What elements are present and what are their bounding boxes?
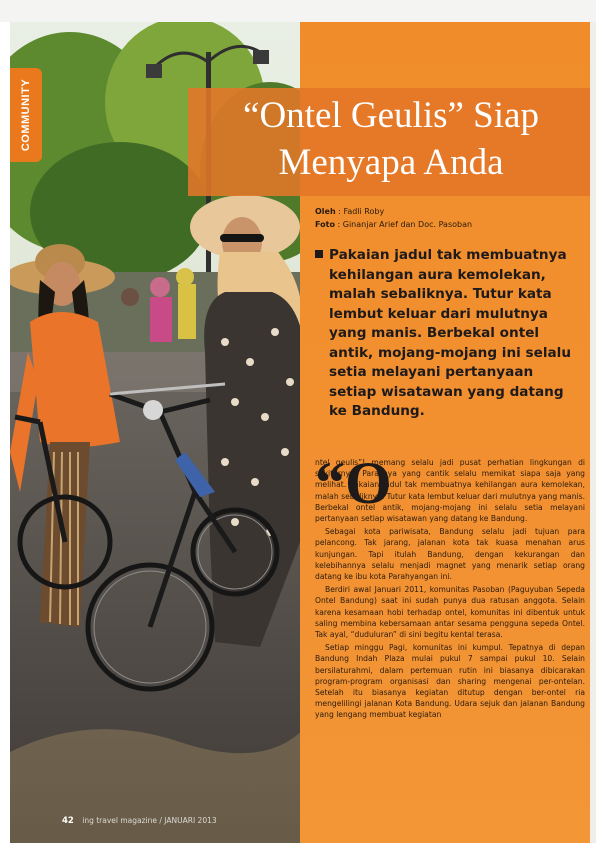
scan-top-edge <box>0 0 596 22</box>
body-paragraph-4: Setiap minggu Pagi, komunitas ini kumpul. Tepatnya di depan Bandung Indah Plaza mulai pukul 7 sampai pukul 10. Selain bersilaturahmi, dalam pertemuan rutin ini biasanya dibicarakan program-program organisasi dan sharing mengenai per-ontelan. Setelah itu biasanya kegiatan ditutup dengan ber-ontel ria mengelilingi jalanan Kota Bandung. Udara sejuk dan jalanan Bandung yang lengang membuat kegiatan <box>315 643 585 720</box>
author-line <box>315 205 585 218</box>
author-label: Oleh <box>315 207 336 216</box>
section-tab-label: COMMUNITY <box>20 78 33 152</box>
photo-label: Foto <box>315 220 335 229</box>
body-paragraph-3: Berdiri awal Januari 2011, komunitas Pasoban (Paguyuban Sepeda Ontel Bandung) saat ini sudah punya dua ratusan anggota. Selain karena kesamaan hobi terhadap ontel, komunitas ini dibentuk untuk saling membina kebersamaan antar sesama pengguna sepeda Ontel. Tak ayal, “duduluran” di sini begitu kental terasa. <box>315 585 585 640</box>
article-credits <box>315 205 585 231</box>
page-number: 42 <box>62 816 74 826</box>
author-name: : Fadli Roby <box>338 207 385 216</box>
body-paragraph-2: Sebagai kota pariwisata, Bandung selalu jadi tujuan para pelancong. Tak jarang, jalanan kota tak kuasa menahan arus kunjungan. Tapi itulah Bandung, dengan kekurangan dan kelebihannya selalu menjadi magnet yang menarik setiap orang datang ke ibu kota Parahyangan ini. <box>315 527 585 582</box>
body-paragraph-1: ntel geulis”! memang selalu jadi pusat perhatian lingkungan di sekitarnya. Parasnya yang cantik selalu memikat siapa saja yang melihat. Pakaian jadul tak membuatnya kehilangan aura kemolekan, malah sebaliknya. Tutur kata lembut keluar dari mulutnya yang manis. Berbekal ontel antik, mojang-mojang ini selalu setia melayani pertanyaan setiap wisatawan yang datang ke Bandung. <box>315 458 585 524</box>
drop-cap: “O <box>315 450 392 516</box>
lead-text: Pakaian jadul tak membuatnya kehilangan aura kemolekan, malah sebaliknya. Tutur kata lembut keluar dari mulutnya yang manis. Berbekal ontel antik, mojang-mojang ini selalu setia melayani pertanyaan setiap wisatawan yang datang ke Bandung. <box>329 247 572 419</box>
opening-paragraph <box>315 450 585 524</box>
article-title: “Ontel Geulis” Siap Menyapa Anda <box>243 95 539 183</box>
page-footer <box>62 816 292 826</box>
section-tab-community <box>10 68 42 162</box>
scan-right-edge <box>590 22 596 843</box>
photo-line <box>315 218 585 231</box>
article-body <box>315 450 585 723</box>
bullet-square-icon <box>315 250 323 258</box>
magazine-name: ing travel magazine / JANUARI 2013 <box>82 816 217 825</box>
lead-paragraph <box>315 246 585 422</box>
photo-credit: : Ginanjar Arief dan Doc. Pasoban <box>337 220 473 229</box>
